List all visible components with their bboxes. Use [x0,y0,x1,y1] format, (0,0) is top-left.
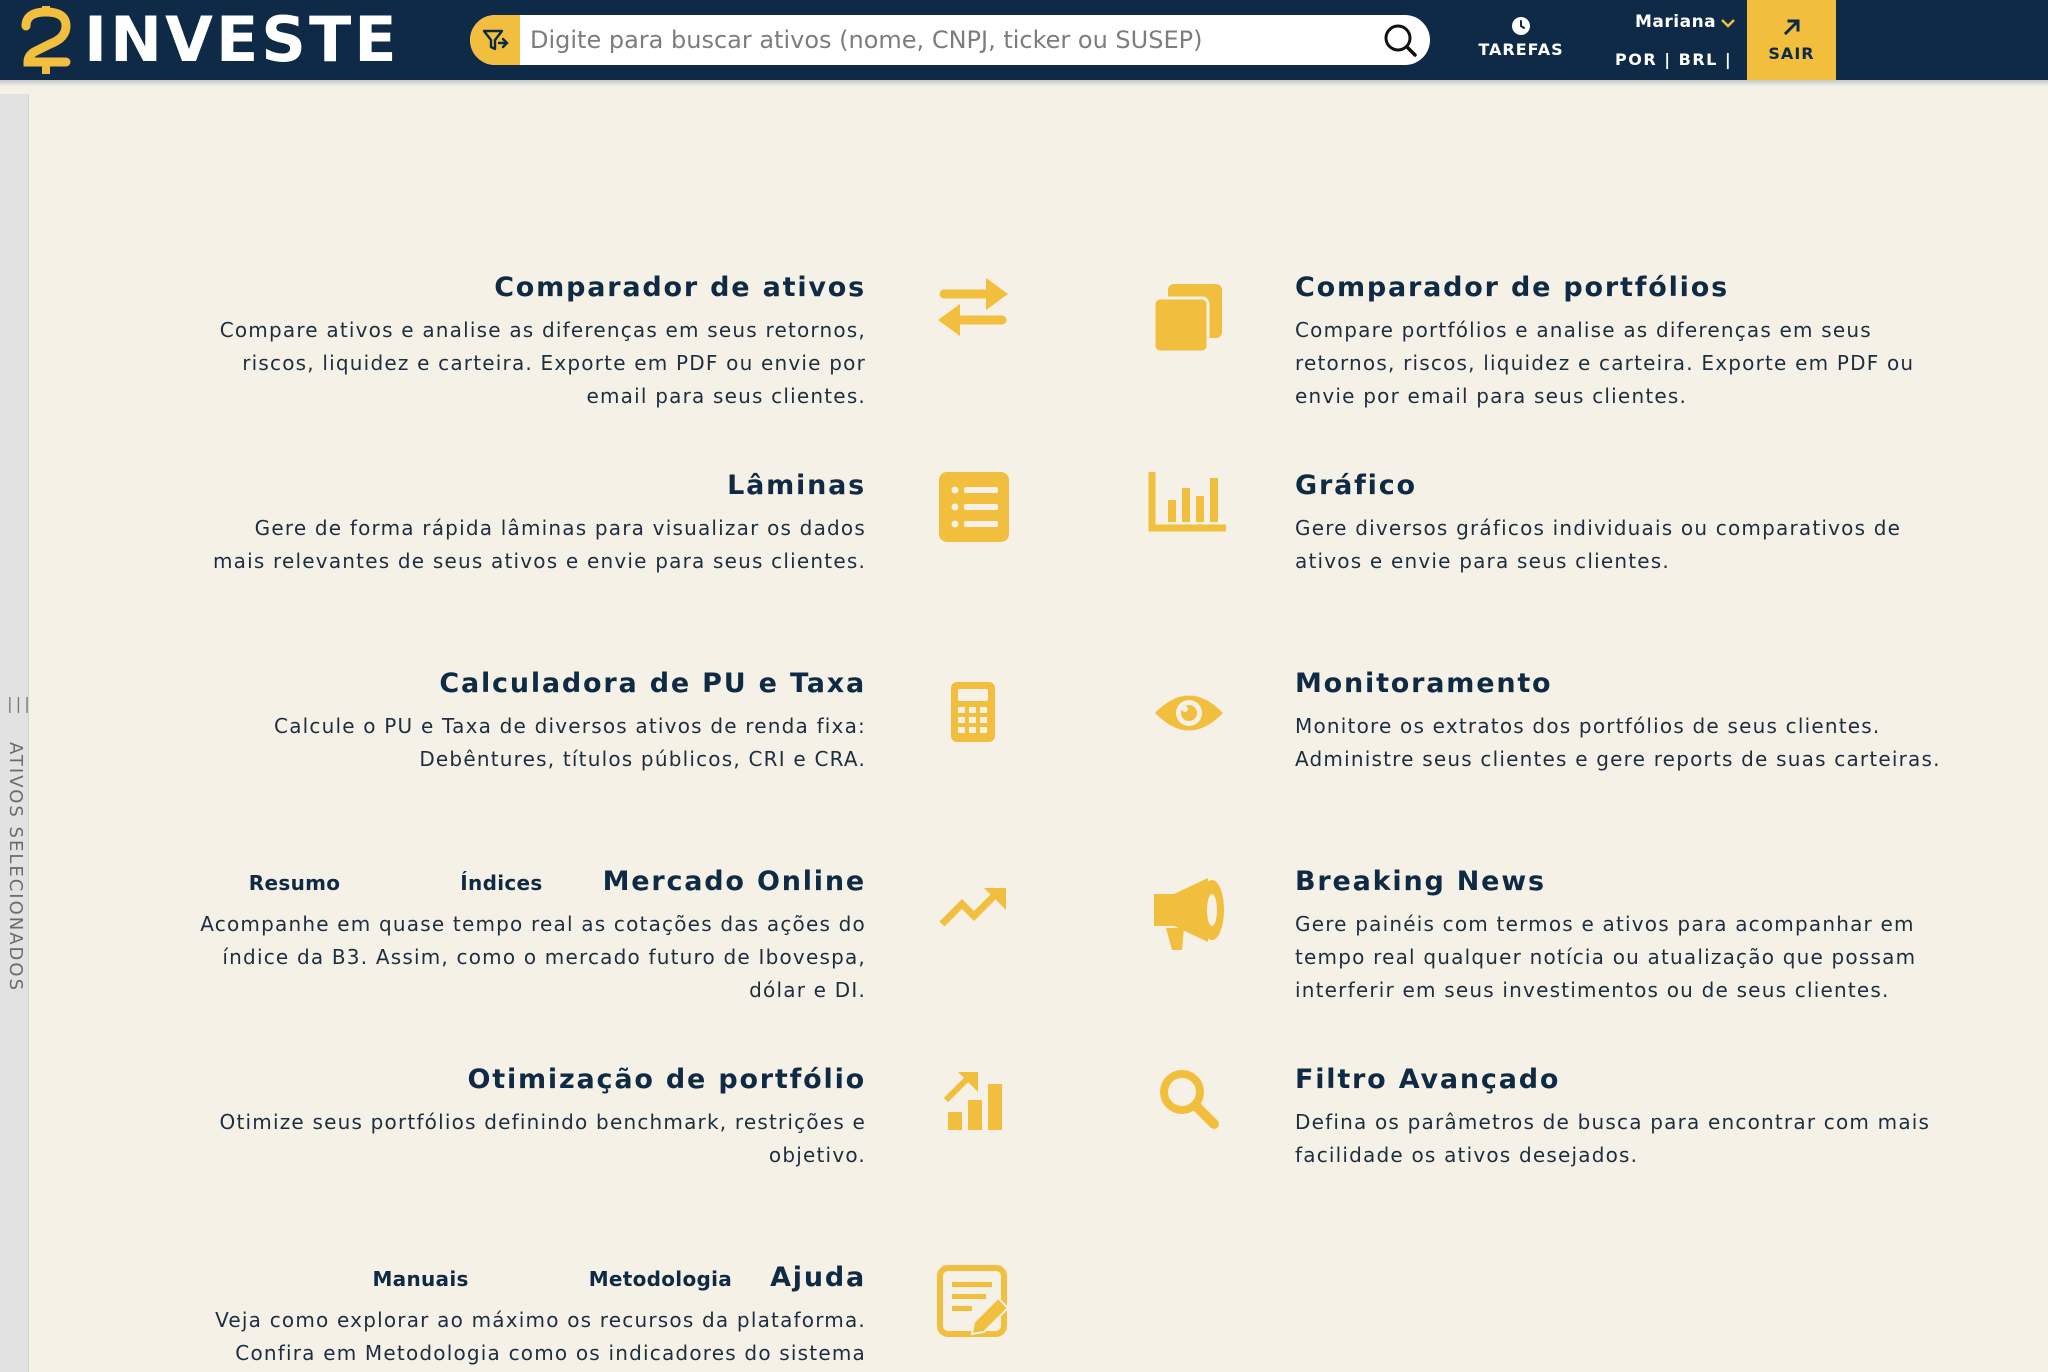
edit-document-icon[interactable] [936,1264,1012,1340]
search-icon [1383,23,1417,57]
copy-squares-icon[interactable] [1152,282,1224,354]
feature-optimization[interactable] [200,1062,866,1172]
feature-description: Defina os parâmetros de busca para encontrar com mais facilidade os ativos desejados. [1295,1110,1931,1167]
arrow-up-right-icon [1781,16,1803,38]
feature-title[interactable]: Monitoramento [1295,668,1553,699]
megaphone-icon[interactable] [1152,876,1228,952]
search-bar [470,15,1430,65]
locale-selector[interactable]: POR | BRL | [1615,50,1733,69]
feature-title[interactable]: Mercado Online [602,866,866,897]
feature-title[interactable]: Otimização de portfólio [467,1064,866,1095]
search-input[interactable] [530,15,1330,65]
feature-title[interactable]: Ajuda [770,1262,866,1293]
user-name: Mariana [1635,12,1717,32]
tasks-label: TAREFAS [1478,40,1564,59]
feature-asset-comparator[interactable] [200,270,866,413]
feature-title[interactable]: Lâminas [727,470,866,501]
logout-label: SAIR [1768,44,1815,63]
logo-text: INVESTE [84,3,400,76]
selected-assets-drawer[interactable] [0,94,29,1372]
feature-description: Gere de forma rápida lâminas para visualizar os dados mais relevantes de seus ativos e envie para seus clientes. [212,516,866,573]
link-resumo[interactable]: Resumo [248,871,341,895]
link-indices[interactable]: Índices [460,871,543,895]
feature-title[interactable]: Calculadora de PU e Taxa [439,668,866,699]
link-metodologia[interactable]: Metodologia [588,1267,733,1291]
trending-up-icon[interactable] [938,884,1010,930]
logout-button[interactable] [1747,0,1836,80]
user-menu[interactable] [1605,10,1745,70]
feature-monitoring[interactable] [1295,666,1955,776]
search-button[interactable] [1382,22,1418,58]
tasks-button[interactable] [1466,14,1576,66]
feature-description: Gere diversos gráficos individuais ou comparativos de ativos e envie para seus clientes. [1295,516,1902,573]
list-icon[interactable] [939,472,1009,542]
filter-button[interactable] [470,15,520,65]
clock-icon [1511,16,1531,36]
feature-help[interactable] [200,1260,866,1370]
feature-description: Acompanhe em quase tempo real as cotações das ações do índice da B3. Assim, como o mercado futuro de Ibovespa, dólar e DI. [200,912,866,1002]
feature-breaking-news[interactable] [1295,864,1955,1007]
market-online-title-row [200,864,866,900]
feature-description: Veja como explorar ao máximo os recursos da plataforma. Confira em Metodologia como os indicadores do sistema [215,1308,866,1365]
chevron-down-icon [1719,14,1737,32]
help-title-row [200,1260,866,1296]
feature-title[interactable]: Filtro Avançado [1295,1064,1561,1095]
calculator-icon[interactable] [951,682,995,742]
arrows-exchange-icon[interactable] [930,272,1016,342]
growth-chart-icon[interactable] [942,1066,1006,1132]
feature-advanced-filter[interactable] [1295,1062,1955,1172]
feature-title[interactable]: Breaking News [1295,866,1546,897]
link-manuais[interactable]: Manuais [372,1267,469,1291]
feature-portfolio-comparator[interactable] [1295,270,1955,413]
magnifier-icon[interactable] [1158,1068,1220,1130]
feature-title[interactable]: Gráfico [1295,470,1417,501]
feature-chart[interactable] [1295,468,1955,578]
top-bar [0,0,2048,80]
filter-icon [480,25,510,55]
bar-chart-icon[interactable] [1148,472,1228,534]
feature-description: Monitore os extratos dos portfólios de seus clientes. Administre seus clientes e gere reports de suas carteiras. [1295,714,1941,771]
drawer-handle-icon[interactable]: ||| [5,694,31,713]
feature-description: Otimize seus portfólios definindo benchmark, restrições e objetivo. [219,1110,866,1167]
logo-mark-icon [16,6,76,74]
feature-sheets[interactable] [200,468,866,578]
feature-description: Gere painéis com termos e ativos para acompanhar em tempo real qualquer notícia ou atualização que possam interferir em seus investimentos ou de seus clientes. [1295,912,1917,1002]
feature-title[interactable]: Comparador de ativos [494,272,866,303]
feature-title[interactable]: Comparador de portfólios [1295,272,1729,303]
eye-icon[interactable] [1153,690,1225,736]
feature-market-online[interactable] [200,864,866,1007]
feature-calculator[interactable] [200,666,866,776]
feature-description: Compare ativos e analise as diferenças em seus retornos, riscos, liquidez e carteira. Exporte em PDF ou envie por email para seus clientes. [219,318,866,408]
drawer-label: ATIVOS SELECIONADOS [5,742,26,993]
feature-description: Calcule o PU e Taxa de diversos ativos de renda fixa: Debêntures, títulos públicos, CRI e CRA. [274,714,866,771]
logo[interactable] [16,4,400,76]
feature-description: Compare portfólios e analise as diferenças em seus retornos, riscos, liquidez e carteira. Exporte em PDF ou envie por email para seus clientes. [1295,318,1915,408]
top-bar-shadow [0,80,2048,86]
